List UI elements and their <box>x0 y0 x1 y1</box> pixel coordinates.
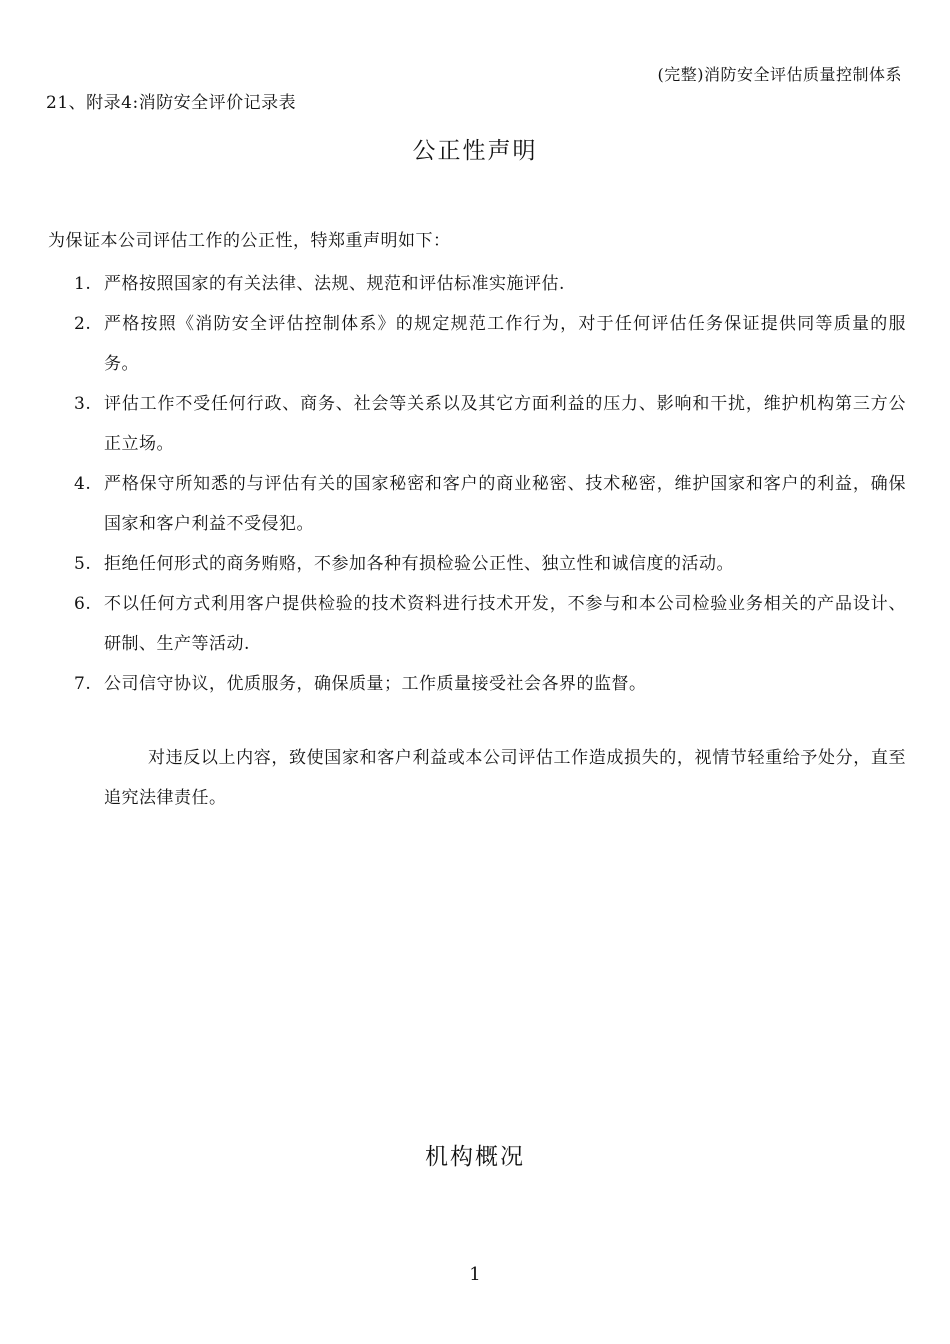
clause-number: 4. <box>74 474 92 494</box>
page-number: 1 <box>469 1264 481 1285</box>
running-header: (完整)消防安全评估质量控制体系 <box>657 65 902 84</box>
section-reference: 21、附录4:消防安全评价记录表 <box>46 93 297 113</box>
clause-item <box>70 464 906 544</box>
clause-number: 7. <box>74 674 92 694</box>
clause-list <box>70 264 906 704</box>
clause-text: 拒绝任何形式的商务贿赂，不参加各种有损检验公正性、独立性和诚信度的活动。 <box>104 554 734 574</box>
clause-number: 6. <box>74 594 92 614</box>
section-title: 机构概况 <box>425 1144 525 1170</box>
document-title: 公正性声明 <box>412 138 538 164</box>
clause-number: 3. <box>74 394 92 414</box>
clause-item <box>70 304 906 384</box>
clause-item <box>70 264 906 304</box>
clause-item <box>70 544 906 584</box>
clause-number: 2. <box>74 314 92 334</box>
intro-paragraph: 为保证本公司评估工作的公正性，特郑重声明如下： <box>48 231 451 251</box>
clause-text: 严格按照国家的有关法律、法规、规范和评估标准实施评估. <box>104 274 565 294</box>
clause-text: 评估工作不受任何行政、商务、社会等关系以及其它方面利益的压力、影响和干扰，维护机构第三方公正立场。 <box>104 394 906 454</box>
clause-text: 严格按照《消防安全评估控制体系》的规定规范工作行为，对于任何评估任务保证提供同等质量的服务。 <box>104 314 906 374</box>
clause-item <box>70 584 906 664</box>
clause-text: 公司信守协议，优质服务，确保质量；工作质量接受社会各界的监督。 <box>104 674 647 694</box>
clause-number: 5. <box>74 554 92 574</box>
clause-text: 不以任何方式利用客户提供检验的技术资料进行技术开发，不参与和本公司检验业务相关的产品设计、研制、生产等活动. <box>104 594 906 654</box>
closing-paragraph: 对违反以上内容，致使国家和客户利益或本公司评估工作造成损失的，视情节轻重给予处分，直至追究法律责任。 <box>104 748 906 808</box>
clause-item <box>70 664 906 704</box>
clause-text: 严格保守所知悉的与评估有关的国家秘密和客户的商业秘密、技术秘密，维护国家和客户的利益，确保国家和客户利益不受侵犯。 <box>104 474 906 534</box>
clause-item <box>70 384 906 464</box>
clause-number: 1. <box>74 274 92 294</box>
